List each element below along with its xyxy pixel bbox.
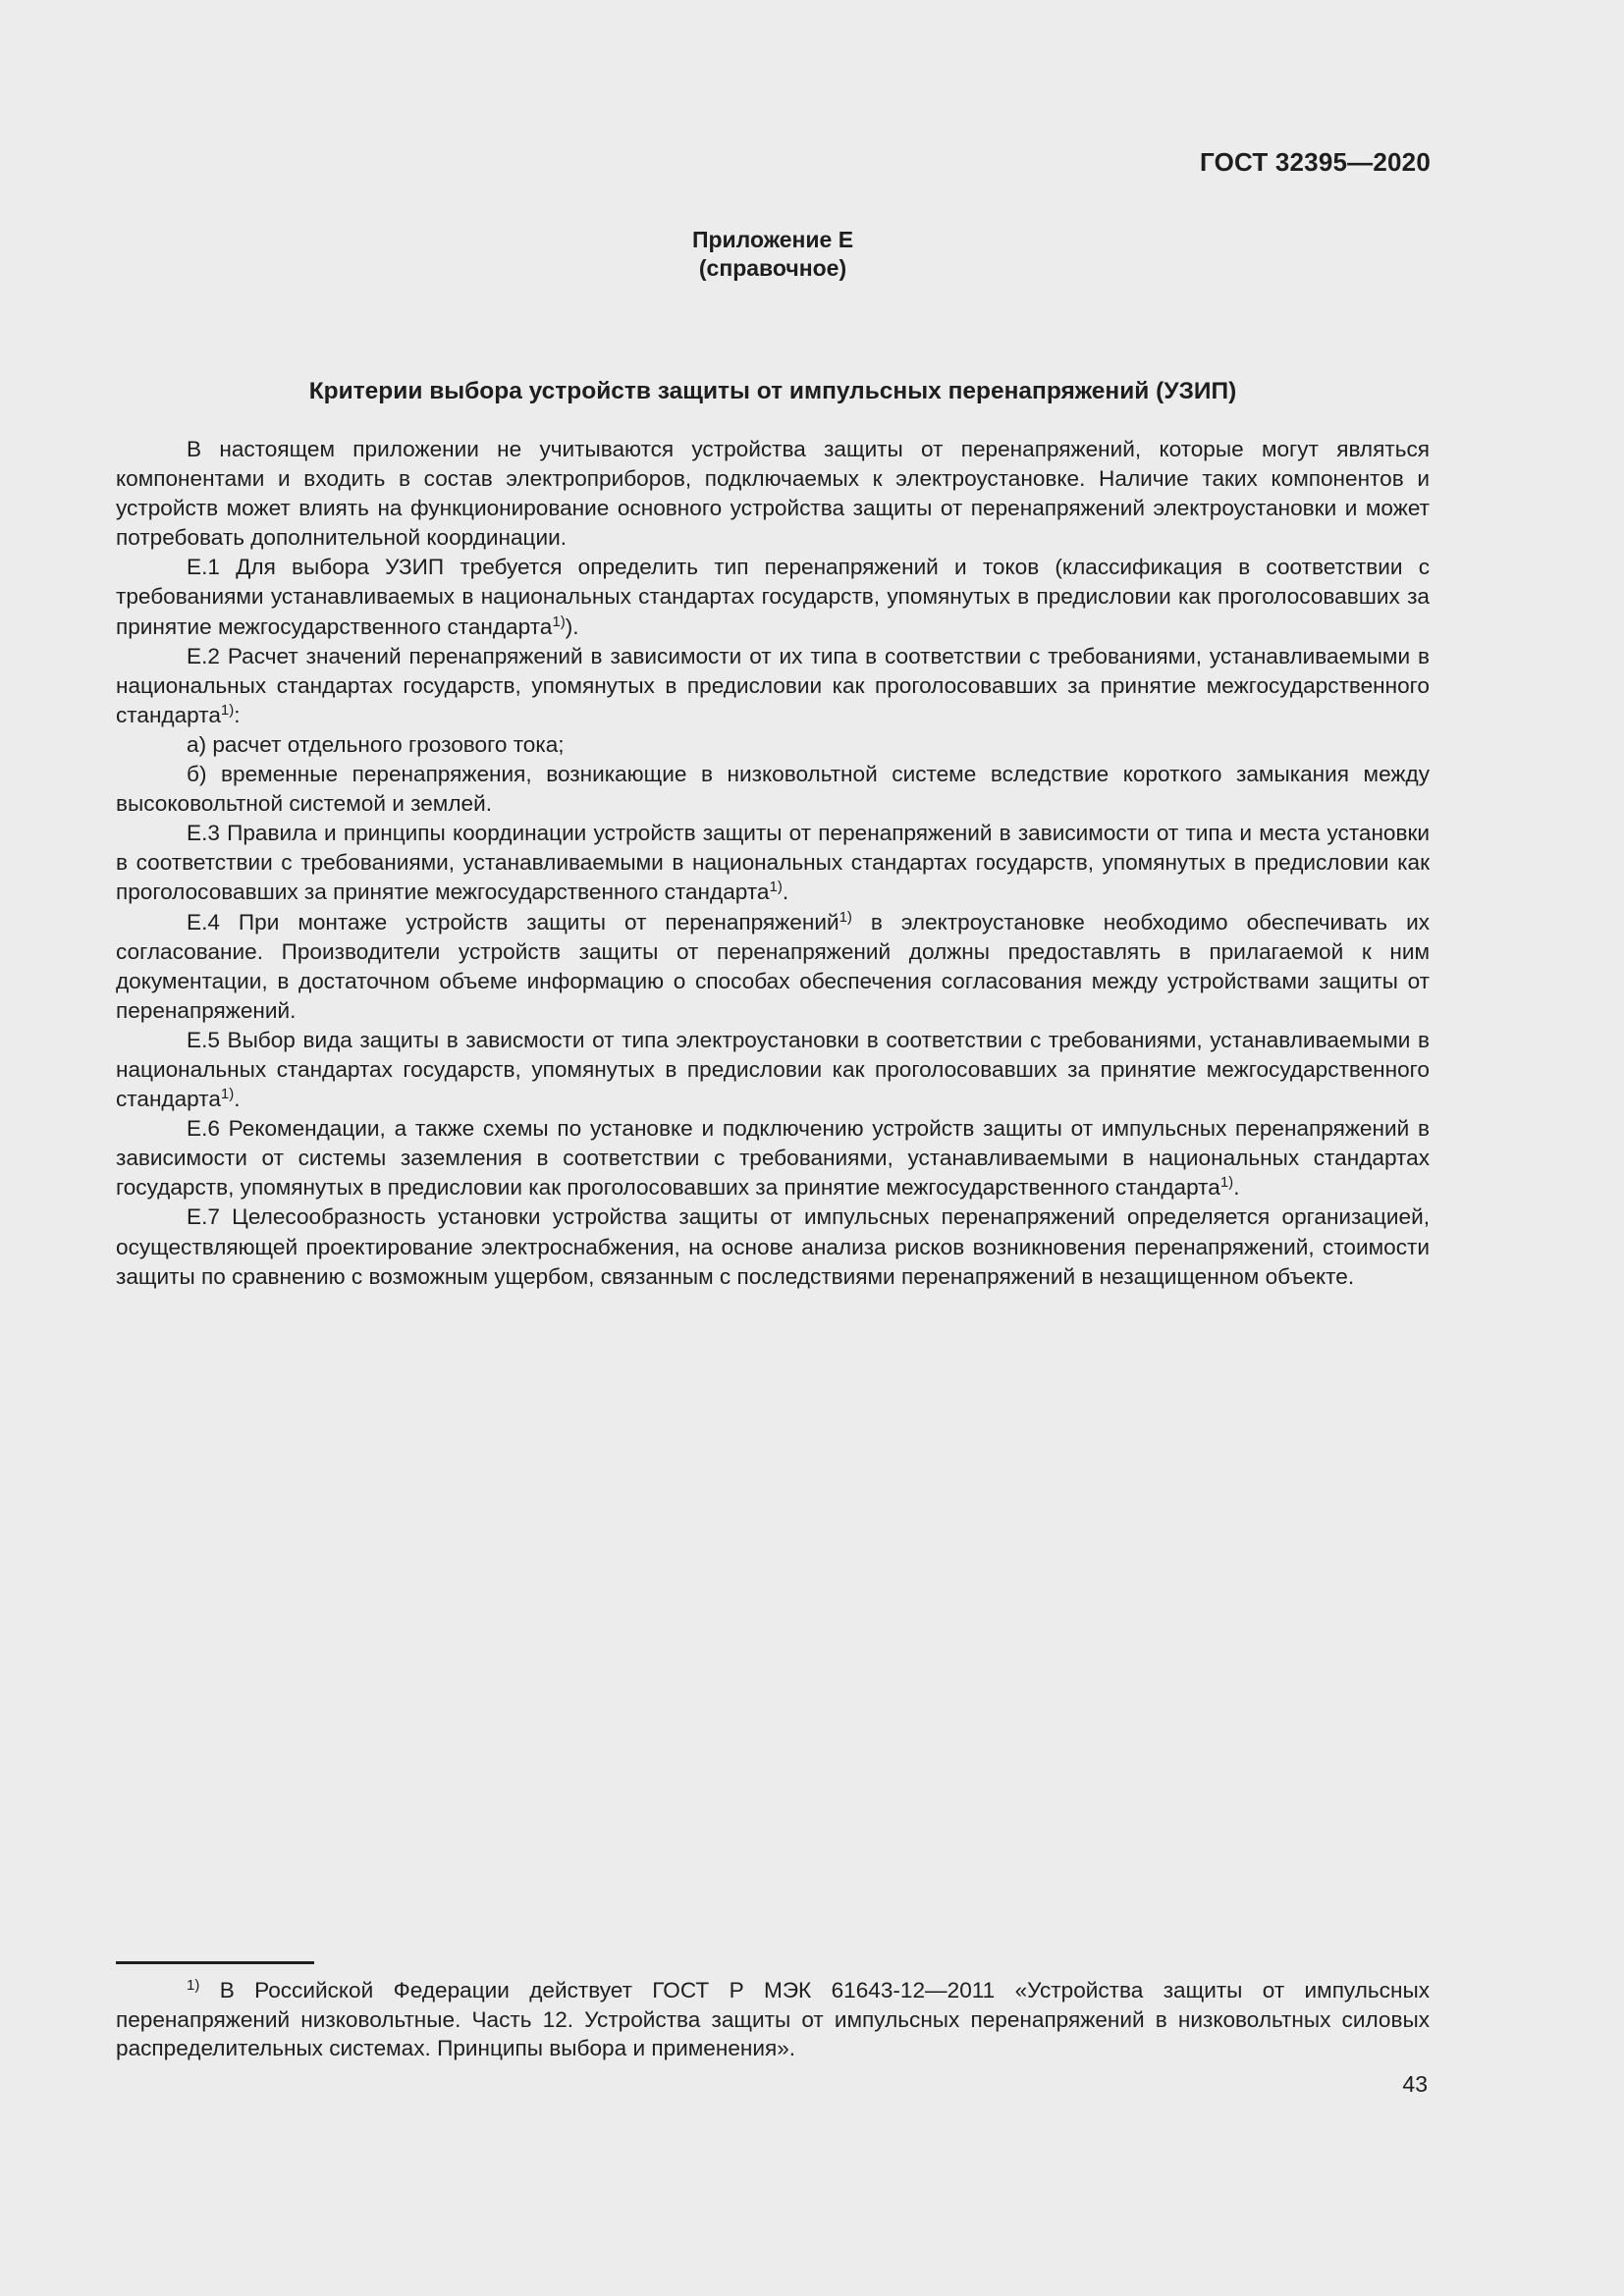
footnote-ref: 1) — [220, 701, 235, 719]
footnote-ref: 1) — [839, 908, 852, 926]
paragraph-e7 — [116, 1202, 1430, 1291]
footnote-paragraph — [116, 1976, 1430, 2063]
paragraph-e5 — [116, 1026, 1430, 1114]
paragraph-e2-end: : — [234, 702, 241, 727]
footnote-text: В Российской Федерации действует ГОСТ Р МЭК 61643-12—2011 «Устройства защиты от импульсных перенапряжений низковольтные. Часть 12. Устройства защиты от импульсных перенапряжений в низковольтных силовых распределительных системах. Принципы выбора и применения». — [116, 1978, 1430, 2060]
paragraph-e6-end: . — [1233, 1175, 1240, 1201]
paragraph-e5-text: Е.5 Выбор вида защиты в зависмости от типа электроустановки в соответствии с требованиями, устанавливаемыми в национальных стандартах государств, упомянутых в предисловии как проголосовавших за принятие межгосударственного стандарта — [116, 1027, 1430, 1112]
paragraph-e6-text: Е.6 Рекомендации, а также схемы по установке и подключению устройств защиты от импульсных перенапряжений в зависимости от системы заземления в соответствии с требованиями, устанавливаемыми в национальных стандартах государств, упомянутых в предисловии как проголосовавших за принятие межгосударственного стандарта — [116, 1116, 1430, 1201]
paragraph-e3 — [116, 819, 1430, 907]
paragraph-e4 — [116, 908, 1430, 1026]
paragraph-e1-text: Е.1 Для выбора УЗИП требуется определить тип перенапряжений и токов (классификация в соответствии с требованиями устанавливаемых в национальных стандартах государств, упомянутых в предисловии как проголосовавших за принятие межгосударственного стандарта — [116, 555, 1430, 639]
document-code: ГОСТ 32395—2020 — [1200, 147, 1431, 177]
paragraph-e4-rest: в электроустановке необходимо обеспечивать их согласование. Производители устройств защиты от перенапряжений должны предоставлять в прилагаемой к ним документации, в достаточном объеме информацию о способах обеспечения согласования между устройствами защиты от перенапряжений. — [116, 909, 1430, 1023]
paragraph-e1 — [116, 553, 1430, 641]
paragraph-intro — [116, 435, 1430, 553]
paragraph-e7-text: Е.7 Целесообразность установки устройства защиты от импульсных перенапряжений определяется организацией, осуществляющей проектирование электроснабжения, на основе анализа рисков возникновения перенапряжений, стоимости защиты по сравнению с возможным ущербом, связанным с последствиями перенапряжений в незащищенном объекте. — [116, 1204, 1430, 1289]
list-item-a — [116, 730, 1430, 760]
paragraph-e2-text: Е.2 Расчет значений перенапряжений в зависимости от их типа в соответствии с требованиями, устанавливаемыми в национальных стандартах государств, упомянутых в предисловии как проголосовавших за принятие межгосударственного стандарта — [116, 643, 1430, 727]
appendix-title: Приложение Е — [691, 227, 854, 252]
footnote-ref: 1) — [220, 1086, 235, 1103]
section-title: Критерии выбора устройств защиты от импульсных перенапряжений (УЗИП) — [308, 378, 1237, 404]
paragraph-e4-text: Е.4 При монтаже устройств защиты от перенапряжений — [187, 909, 839, 934]
paragraph-e1-end: ). — [565, 614, 579, 639]
paragraph-e2 — [116, 642, 1430, 730]
paragraph-e5-end: . — [234, 1087, 241, 1112]
paragraph-e3-text: Е.3 Правила и принципы координации устройств защиты от перенапряжений в зависимости от типа и места установки в соответствии с требованиями, устанавливаемыми в национальных стандартах государств, упомянутых в предисловии как проголосовавших за принятие межгосударственного стандарта — [116, 821, 1430, 905]
footnote — [116, 1976, 1430, 2063]
list-item-a-text: а) расчет отдельного грозового тока; — [187, 731, 565, 757]
appendix-subtitle: (справочное) — [698, 255, 847, 281]
paragraph-e3-end: . — [782, 880, 789, 905]
footnote-ref: 1) — [769, 879, 783, 896]
paragraph-intro-text: В настоящем приложении не учитываются устройства защиты от перенапряжений, которые могут являться компонентами и входить в состав электроприборов, подключаемых к электроустановке. Наличие таких компонентов и устройств может влиять на функционирование основного устройства защиты от перенапряжений электроустановки и может потребовать дополнительной координации. — [116, 437, 1430, 551]
footnote-ref: 1) — [552, 613, 566, 630]
footnote-divider — [116, 1961, 314, 1964]
footnote-mark: 1) — [187, 1977, 200, 1994]
document-body — [116, 435, 1430, 1292]
list-item-b-text: б) временные перенапряжения, возникающие в низковольтной системе вследствие короткого замыкания между высоковольтной системой и землей. — [116, 762, 1430, 817]
footnote-ref: 1) — [1219, 1174, 1234, 1192]
list-item-b — [116, 760, 1430, 819]
paragraph-e6 — [116, 1114, 1430, 1202]
page-number: 43 — [1402, 2071, 1428, 2097]
appendix-heading — [0, 226, 1545, 283]
